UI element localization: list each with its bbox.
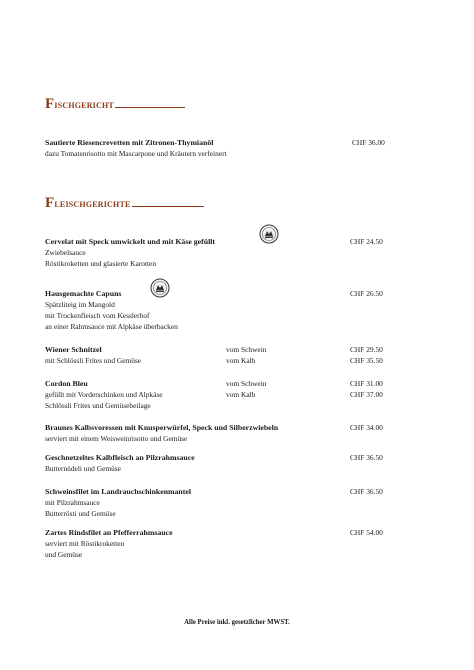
dish-name: Geschnetzeltes Kalbfleisch an Pilzrahmsauce <box>45 453 195 462</box>
dish-description: Butternüdeli und Gemüse <box>45 464 121 473</box>
section-title-text: leischgerichte <box>54 196 131 210</box>
kesslerhof-seal-icon <box>150 278 170 298</box>
dish-description: gefüllt mit Vorderschinken und Alpkäse <box>45 390 163 399</box>
dish-description: Butterrösti und Gemüse <box>45 509 116 518</box>
dish-description: Röstikroketten und glasierte Karotten <box>45 259 157 268</box>
dish-description: mit Schlössli Frites und Gemüse <box>45 356 142 365</box>
dish-name: Zartes Rindsfilet an Pfefferrahmsauce <box>45 528 173 537</box>
dish-description: dazu Tomatenrisotto mit Mascarpone und Kräutern verfeinert <box>45 149 227 158</box>
dish-description: und Gemüse <box>45 550 83 559</box>
dish-price: CHF 26.50 <box>350 289 383 298</box>
dish-name: Schweinsfilet im Landrauchschinkenmantel <box>45 487 191 496</box>
dish-name: Cervelat mit Speck umwickelt und mit Käse gefüllt <box>45 237 215 246</box>
dish-name: Braunes Kalbsvoressen mit Knusperwürfel, Speck und Silberzwiebeln <box>45 423 279 432</box>
price-footnote: Alle Preise inkl. gesetzlicher MWST. <box>184 619 290 626</box>
section-title-initial: F <box>45 195 55 211</box>
section-title-fleischgerichte <box>45 195 204 212</box>
dish-description: serviert mit Röstikroketten <box>45 539 125 548</box>
dish-variant: vom Kalb <box>226 390 256 399</box>
dish-price: CHF 34.00 <box>350 423 383 432</box>
dish-name: Sautierte Riesencrevetten mit Zitronen-Thymianöl <box>45 138 214 147</box>
dish-price: CHF 54.00 <box>350 528 383 537</box>
dish-description: Spätzliteig im Mangold <box>45 300 115 309</box>
dish-name: Wiener Schnitzel <box>45 345 102 354</box>
dish-description: mit Trockenfleisch vom Kesslerhof <box>45 311 150 320</box>
dish-price: CHF 36.00 <box>352 138 385 147</box>
dish-description: an einer Rahmsauce mit Alpkäse überbacken <box>45 322 178 331</box>
dish-price: CHF 24.50 <box>350 237 383 246</box>
section-title-fischgericht <box>45 96 185 113</box>
menu-item <box>45 137 405 159</box>
dish-price: CHF 36.50 <box>350 487 383 496</box>
dish-variant: vom Schwein <box>226 379 267 388</box>
dish-description: Zwiebelsauce <box>45 248 86 257</box>
kesslerhof-seal-icon <box>259 224 279 244</box>
dish-description: Schlössli Frites und Gemüsebeilage <box>45 401 151 410</box>
dish-description: serviert mit einem Weisweinrisotto und Gemüse <box>45 434 188 443</box>
section-title-text: ischgericht <box>54 97 114 111</box>
section-title-underline <box>115 107 185 108</box>
dish-price: CHF 31.00 <box>350 379 383 388</box>
dish-description: mit Pilzrahmsauce <box>45 498 100 507</box>
dish-price: CHF 36.50 <box>350 453 383 462</box>
dish-name: Cordon Bleu <box>45 379 88 388</box>
section-title-underline <box>132 206 204 207</box>
dish-price: CHF 29.50 <box>350 345 383 354</box>
dish-price: CHF 35.50 <box>350 356 383 365</box>
section-title-initial: F <box>45 96 55 112</box>
dish-variant: vom Schwein <box>226 345 267 354</box>
dish-variant: vom Kalb <box>226 356 256 365</box>
dish-name: Hausgemachte Capuns <box>45 289 122 298</box>
dish-price: CHF 37.00 <box>350 390 383 399</box>
